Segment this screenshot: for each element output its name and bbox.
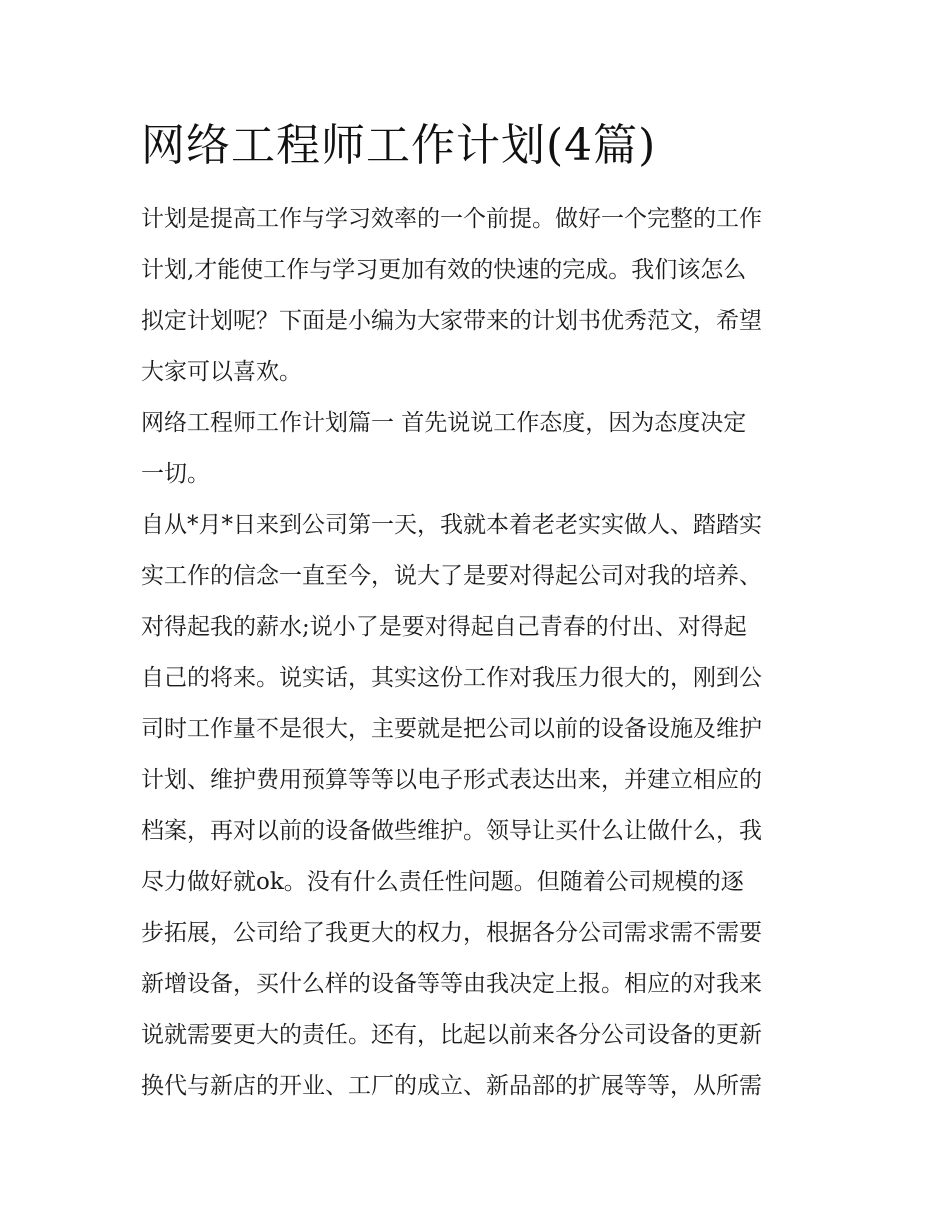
text-line: 新增设备，买什么样的设备等等由我决定上报。相应的对我来 <box>141 971 762 997</box>
document-body <box>141 194 821 1112</box>
text-line: 大家可以喜欢。 <box>141 359 302 385</box>
text-line: 换代与新店的开业、工厂的成立、新品部的扩展等等，从所需 <box>141 1073 762 1099</box>
text-line: 自己的将来。说实话，其实这份工作对我压力很大的，刚到公 <box>141 665 762 691</box>
document-title: 网络工程师工作计划(4篇) <box>141 120 657 171</box>
text-line: 步拓展，公司给了我更大的权力，根据各分公司需求需不需要 <box>141 920 762 946</box>
text-line: 司时工作量不是很大，主要就是把公司以前的设备设施及维护 <box>141 716 762 742</box>
text-line: 说就需要更大的责任。还有，比起以前来各分公司设备的更新 <box>141 1022 762 1048</box>
text-line: 对得起我的薪水;说小了是要对得起自己青春的付出、对得起 <box>141 614 747 640</box>
text-line: 档案，再对以前的设备做些维护。领导让买什么让做什么，我 <box>141 818 762 844</box>
text-line: 计划、维护费用预算等等以电子形式表达出来，并建立相应的 <box>141 767 762 793</box>
text-line: 计划,才能使工作与学习更加有效的快速的完成。我们该怎么 <box>141 257 747 283</box>
text-line: 拟定计划呢？下面是小编为大家带来的计划书优秀范文，希望 <box>141 308 762 334</box>
text-line: 实工作的信念一直至今，说大了是要对得起公司对我的培养、 <box>141 563 762 589</box>
text-line: 尽力做好就ok。没有什么责任性问题。但随着公司规模的逐 <box>141 869 744 895</box>
text-line: 自从*月*日来到公司第一天，我就本着老老实实做人、踏踏实 <box>141 512 762 538</box>
text-line: 计划是提高工作与学习效率的一个前提。做好一个完整的工作 <box>141 206 762 232</box>
text-line: 一切。 <box>141 461 210 487</box>
text-line: 网络工程师工作计划篇一 首先说说工作态度，因为态度决定 <box>141 410 747 436</box>
